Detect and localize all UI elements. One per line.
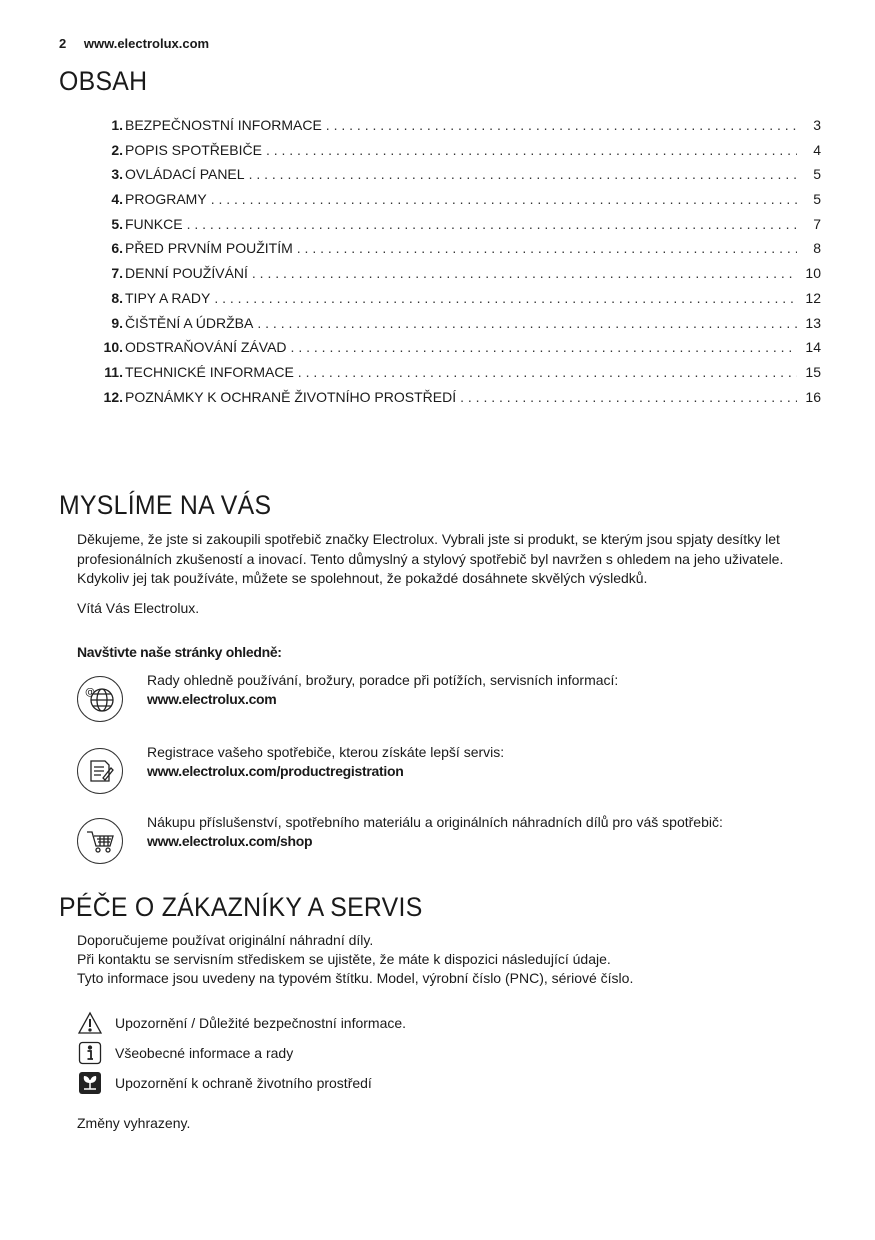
- toc-item-title: TECHNICKÉ INFORMACE: [125, 363, 294, 380]
- toc-item-page: 12: [805, 289, 821, 306]
- toc-item-number: 4.: [111, 191, 123, 208]
- toc-leader: [187, 216, 797, 232]
- toc-item-number: 6.: [111, 240, 123, 257]
- toc-item[interactable]: [93, 166, 821, 191]
- toc-item[interactable]: [93, 142, 821, 167]
- toc-leader: [214, 290, 797, 306]
- toc-leader: [211, 191, 797, 207]
- link-registration-url[interactable]: www.electrolux.com/productregistration: [147, 763, 404, 779]
- link-shop: [77, 814, 723, 864]
- environment-leaf-icon: [77, 1070, 103, 1096]
- toc-item-page: 10: [805, 265, 821, 282]
- toc-item-title: POPIS SPOTŘEBIČE: [125, 141, 262, 158]
- toc-item-title: ODSTRAŇOVÁNÍ ZÁVAD: [125, 339, 287, 356]
- toc-item[interactable]: [93, 389, 821, 414]
- toc-leader: [298, 364, 797, 380]
- notice-environment-text: Upozornění k ochraně životního prostředí: [115, 1075, 372, 1091]
- toc-item-page: 3: [813, 117, 821, 133]
- toc-item-page: 14: [805, 339, 821, 356]
- service-heading: PÉČE O ZÁKAZNÍKY A SERVIS: [59, 892, 423, 922]
- toc-leader: [252, 265, 797, 281]
- header-site-url[interactable]: www.electrolux.com: [83, 36, 210, 51]
- toc-leader: [257, 315, 797, 331]
- toc-heading: OBSAH: [59, 66, 148, 96]
- toc-leader: [297, 240, 797, 256]
- toc-item-title: POZNÁMKY K OCHRANĚ ŽIVOTNÍHO PROSTŘEDÍ: [125, 388, 457, 405]
- toc-item-page: 13: [805, 314, 821, 331]
- toc-item-number: 1.: [111, 117, 123, 133]
- toc-item-number: 2.: [111, 141, 123, 158]
- toc-item-number: 9.: [111, 314, 123, 331]
- service-line: Doporučujeme používat originální náhradní díly.: [77, 932, 374, 948]
- notice-environment: [77, 1070, 372, 1096]
- toc-leader: [249, 166, 797, 182]
- toc-item-number: 10.: [103, 339, 123, 356]
- page-header: [59, 36, 209, 51]
- link-support-text: Rady ohledně používání, brožury, poradce při potížích, servisních informací:: [147, 672, 619, 688]
- toc-item-number: 11.: [104, 363, 123, 380]
- toc-item-page: 15: [805, 363, 821, 380]
- toc-leader: [326, 117, 797, 133]
- toc-item-number: 12.: [103, 388, 123, 405]
- info-icon: [77, 1040, 103, 1066]
- link-registration: [77, 744, 505, 794]
- notice-info: [77, 1040, 293, 1066]
- notice-info-text: Všeobecné informace a rady: [115, 1045, 294, 1061]
- toc-item[interactable]: [93, 364, 821, 389]
- service-line: Při kontaktu se servisním střediskem se ujistěte, že máte k dispozici následující údaje.: [77, 951, 611, 967]
- toc-item[interactable]: [93, 315, 821, 340]
- link-shop-text: Nákupu příslušenství, spotřebního materiálu a originálních náhradních dílů pro váš spotřebič:: [147, 814, 723, 830]
- link-registration-text: Registrace vašeho spotřebiče, kterou získáte lepší servis:: [147, 744, 505, 760]
- toc-item[interactable]: [93, 265, 821, 290]
- table-of-contents: [93, 117, 821, 413]
- toc-item-title: DENNÍ POUŽÍVÁNÍ: [125, 265, 248, 282]
- visit-heading: Navštivte naše stránky ohledně:: [77, 644, 282, 660]
- toc-item[interactable]: [93, 216, 821, 241]
- globe-icon: [77, 676, 123, 722]
- toc-item-title: FUNKCE: [125, 215, 183, 232]
- toc-item[interactable]: [93, 240, 821, 265]
- toc-leader: [266, 142, 797, 158]
- svg-text:@: @: [85, 687, 95, 698]
- link-support: [77, 672, 619, 722]
- toc-item[interactable]: [93, 339, 821, 364]
- toc-item[interactable]: [93, 290, 821, 315]
- toc-item-page: 16: [805, 388, 821, 405]
- warning-triangle-icon: [77, 1010, 103, 1036]
- toc-item-title: PROGRAMY: [125, 191, 207, 208]
- toc-item-number: 7.: [111, 265, 123, 282]
- toc-item-title: BEZPEČNOSTNÍ INFORMACE: [125, 117, 322, 133]
- toc-item-page: 5: [813, 166, 821, 183]
- toc-leader: [460, 389, 797, 405]
- toc-item-title: OVLÁDACÍ PANEL: [125, 166, 245, 183]
- toc-item-page: 5: [813, 191, 821, 208]
- intro-paragraph: Děkujeme, že jste si zakoupili spotřebič značky Electrolux. Vybrali jste si produkt, se kterým jsou spjaty desítky let profesionálních zkušeností a inovací. Tento důmyslný a stylový spotřebič byl navržen s ohledem na jeho uživatele. Kdykoliv jej tak používáte, můžete se spolehnout, že pokaždé dosáhnete skvělých výsledků.: [77, 531, 784, 586]
- link-shop-url[interactable]: www.electrolux.com/shop: [147, 833, 313, 849]
- welcome-text: Vítá Vás Electrolux.: [77, 600, 200, 616]
- notice-warning: [77, 1010, 406, 1036]
- toc-item-page: 8: [813, 240, 821, 257]
- toc-item-page: 7: [813, 215, 821, 232]
- toc-item-title: PŘED PRVNÍM POUŽITÍM: [125, 240, 293, 257]
- toc-item-title: TIPY A RADY: [125, 289, 211, 306]
- link-support-url[interactable]: www.electrolux.com: [147, 691, 277, 707]
- thinking-heading: MYSLÍME NA VÁS: [59, 490, 272, 520]
- toc-item-title: ČIŠTĚNÍ A ÚDRŽBA: [125, 314, 254, 331]
- registration-form-icon: [77, 748, 123, 794]
- toc-leader: [291, 339, 797, 355]
- footer-note: Změny vyhrazeny.: [77, 1115, 191, 1131]
- toc-item-number: 5.: [111, 215, 123, 232]
- notice-warning-text: Upozornění / Důležité bezpečnostní informace.: [115, 1015, 407, 1031]
- service-line: Tyto informace jsou uvedeny na typovém štítku. Model, výrobní číslo (PNC), sériové číslo.: [77, 970, 634, 986]
- toc-item-number: 8.: [111, 289, 123, 306]
- page-number: 2: [59, 36, 67, 51]
- shopping-cart-icon: [77, 818, 123, 864]
- toc-item[interactable]: [93, 191, 821, 216]
- toc-item[interactable]: [93, 117, 821, 142]
- toc-item-number: 3.: [111, 166, 123, 183]
- toc-item-page: 4: [813, 141, 821, 158]
